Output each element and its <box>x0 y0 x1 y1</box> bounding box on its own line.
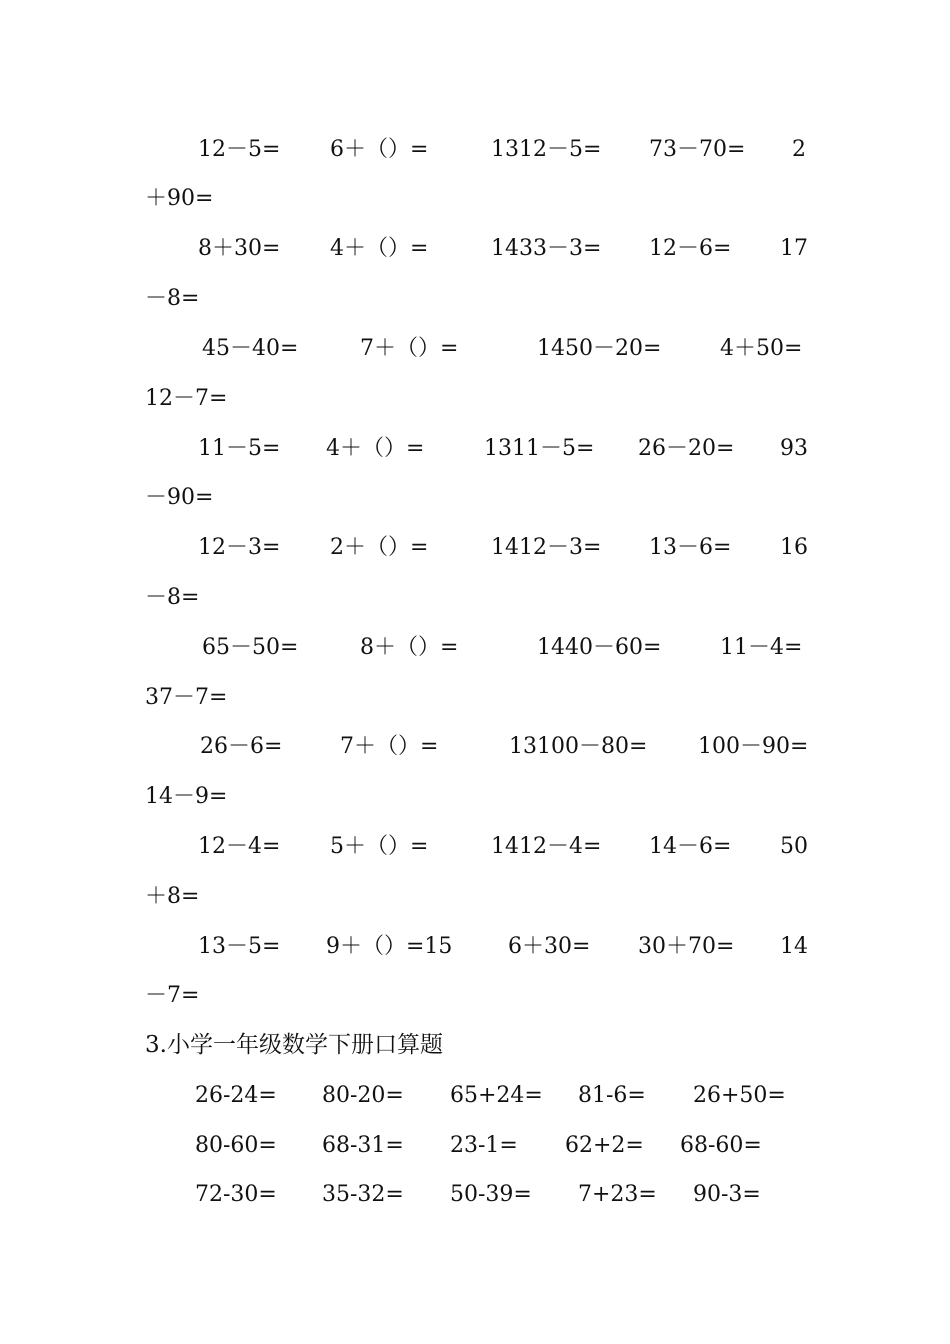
exercise: 35-32= <box>322 1182 404 1207</box>
exercise-wrap: 37－7= <box>145 685 228 710</box>
exercise: 62+2= <box>565 1133 644 1158</box>
exercise: 7＋（）= <box>340 734 439 759</box>
exercise: 14－6= <box>649 834 732 859</box>
exercise-wrap: ＋90= <box>145 186 214 211</box>
exercise: 73－70= <box>649 137 746 162</box>
exercise-wrap: ＋8= <box>145 884 200 909</box>
exercise-wrap: －90= <box>145 485 214 510</box>
exercise: 23-1= <box>450 1133 518 1158</box>
exercise: 1440－60= <box>537 635 662 660</box>
exercise-wrap: 12－7= <box>145 386 228 411</box>
exercise: 30＋70= <box>638 934 735 959</box>
exercise: 2＋（）= <box>330 535 429 560</box>
exercise: 6＋30= <box>508 934 591 959</box>
exercise: 26-24= <box>195 1083 277 1108</box>
exercise: 1312－5= <box>491 137 602 162</box>
exercise: 1412－4= <box>491 834 602 859</box>
exercise: 8＋30= <box>198 236 281 261</box>
section-title: 3.小学一年级数学下册口算题 <box>145 1032 443 1058</box>
exercise: 4＋（）= <box>326 436 425 461</box>
exercise: 13100－80= <box>509 734 648 759</box>
exercise: 81-6= <box>578 1083 646 1108</box>
exercise: 45－40= <box>202 336 299 361</box>
exercise-wrap: －8= <box>145 585 200 610</box>
exercise: 12－4= <box>198 834 281 859</box>
exercise: 1433－3= <box>491 236 602 261</box>
exercise: 50-39= <box>450 1182 532 1207</box>
exercise: 12－3= <box>198 535 281 560</box>
exercise: 11－5= <box>198 436 281 461</box>
exercise: 90-3= <box>693 1182 761 1207</box>
exercise: 17 <box>780 236 808 261</box>
exercise: 26－20= <box>638 436 735 461</box>
exercise: 12－5= <box>198 137 281 162</box>
exercise: 80-60= <box>195 1133 277 1158</box>
exercise-wrap: －8= <box>145 286 200 311</box>
exercise: 8＋（）= <box>360 635 459 660</box>
exercise: 26+50= <box>693 1083 786 1108</box>
exercise: 11－4= <box>720 635 803 660</box>
exercise: 65－50= <box>202 635 299 660</box>
exercise: 68-60= <box>680 1133 762 1158</box>
exercise: 1311－5= <box>484 436 595 461</box>
exercise: 93 <box>780 436 808 461</box>
exercise: 72-30= <box>195 1182 277 1207</box>
exercise: 6＋（）= <box>330 137 429 162</box>
exercise: 50 <box>780 834 808 859</box>
exercise: 100－90= <box>698 734 809 759</box>
exercise-wrap: －7= <box>145 983 200 1008</box>
exercise: 65+24= <box>450 1083 543 1108</box>
exercise: 13－6= <box>649 535 732 560</box>
exercise: 7+23= <box>578 1182 657 1207</box>
exercise: 16 <box>780 535 808 560</box>
exercise: 13－5= <box>198 934 281 959</box>
exercise: 4＋（）= <box>330 236 429 261</box>
exercise: 1412－3= <box>491 535 602 560</box>
exercise: 4＋50= <box>720 336 803 361</box>
exercise: 1450－20= <box>537 336 662 361</box>
exercise: 9＋（）=15 <box>326 934 453 959</box>
exercise: 7＋（）= <box>360 336 459 361</box>
exercise: 2 <box>792 137 806 162</box>
exercise: 12－6= <box>649 236 732 261</box>
exercise-wrap: 14－9= <box>145 784 228 809</box>
exercise: 80-20= <box>322 1083 404 1108</box>
exercise: 5＋（）= <box>330 834 429 859</box>
exercise: 26－6= <box>200 734 283 759</box>
exercise: 14 <box>780 934 808 959</box>
exercise: 68-31= <box>322 1133 404 1158</box>
